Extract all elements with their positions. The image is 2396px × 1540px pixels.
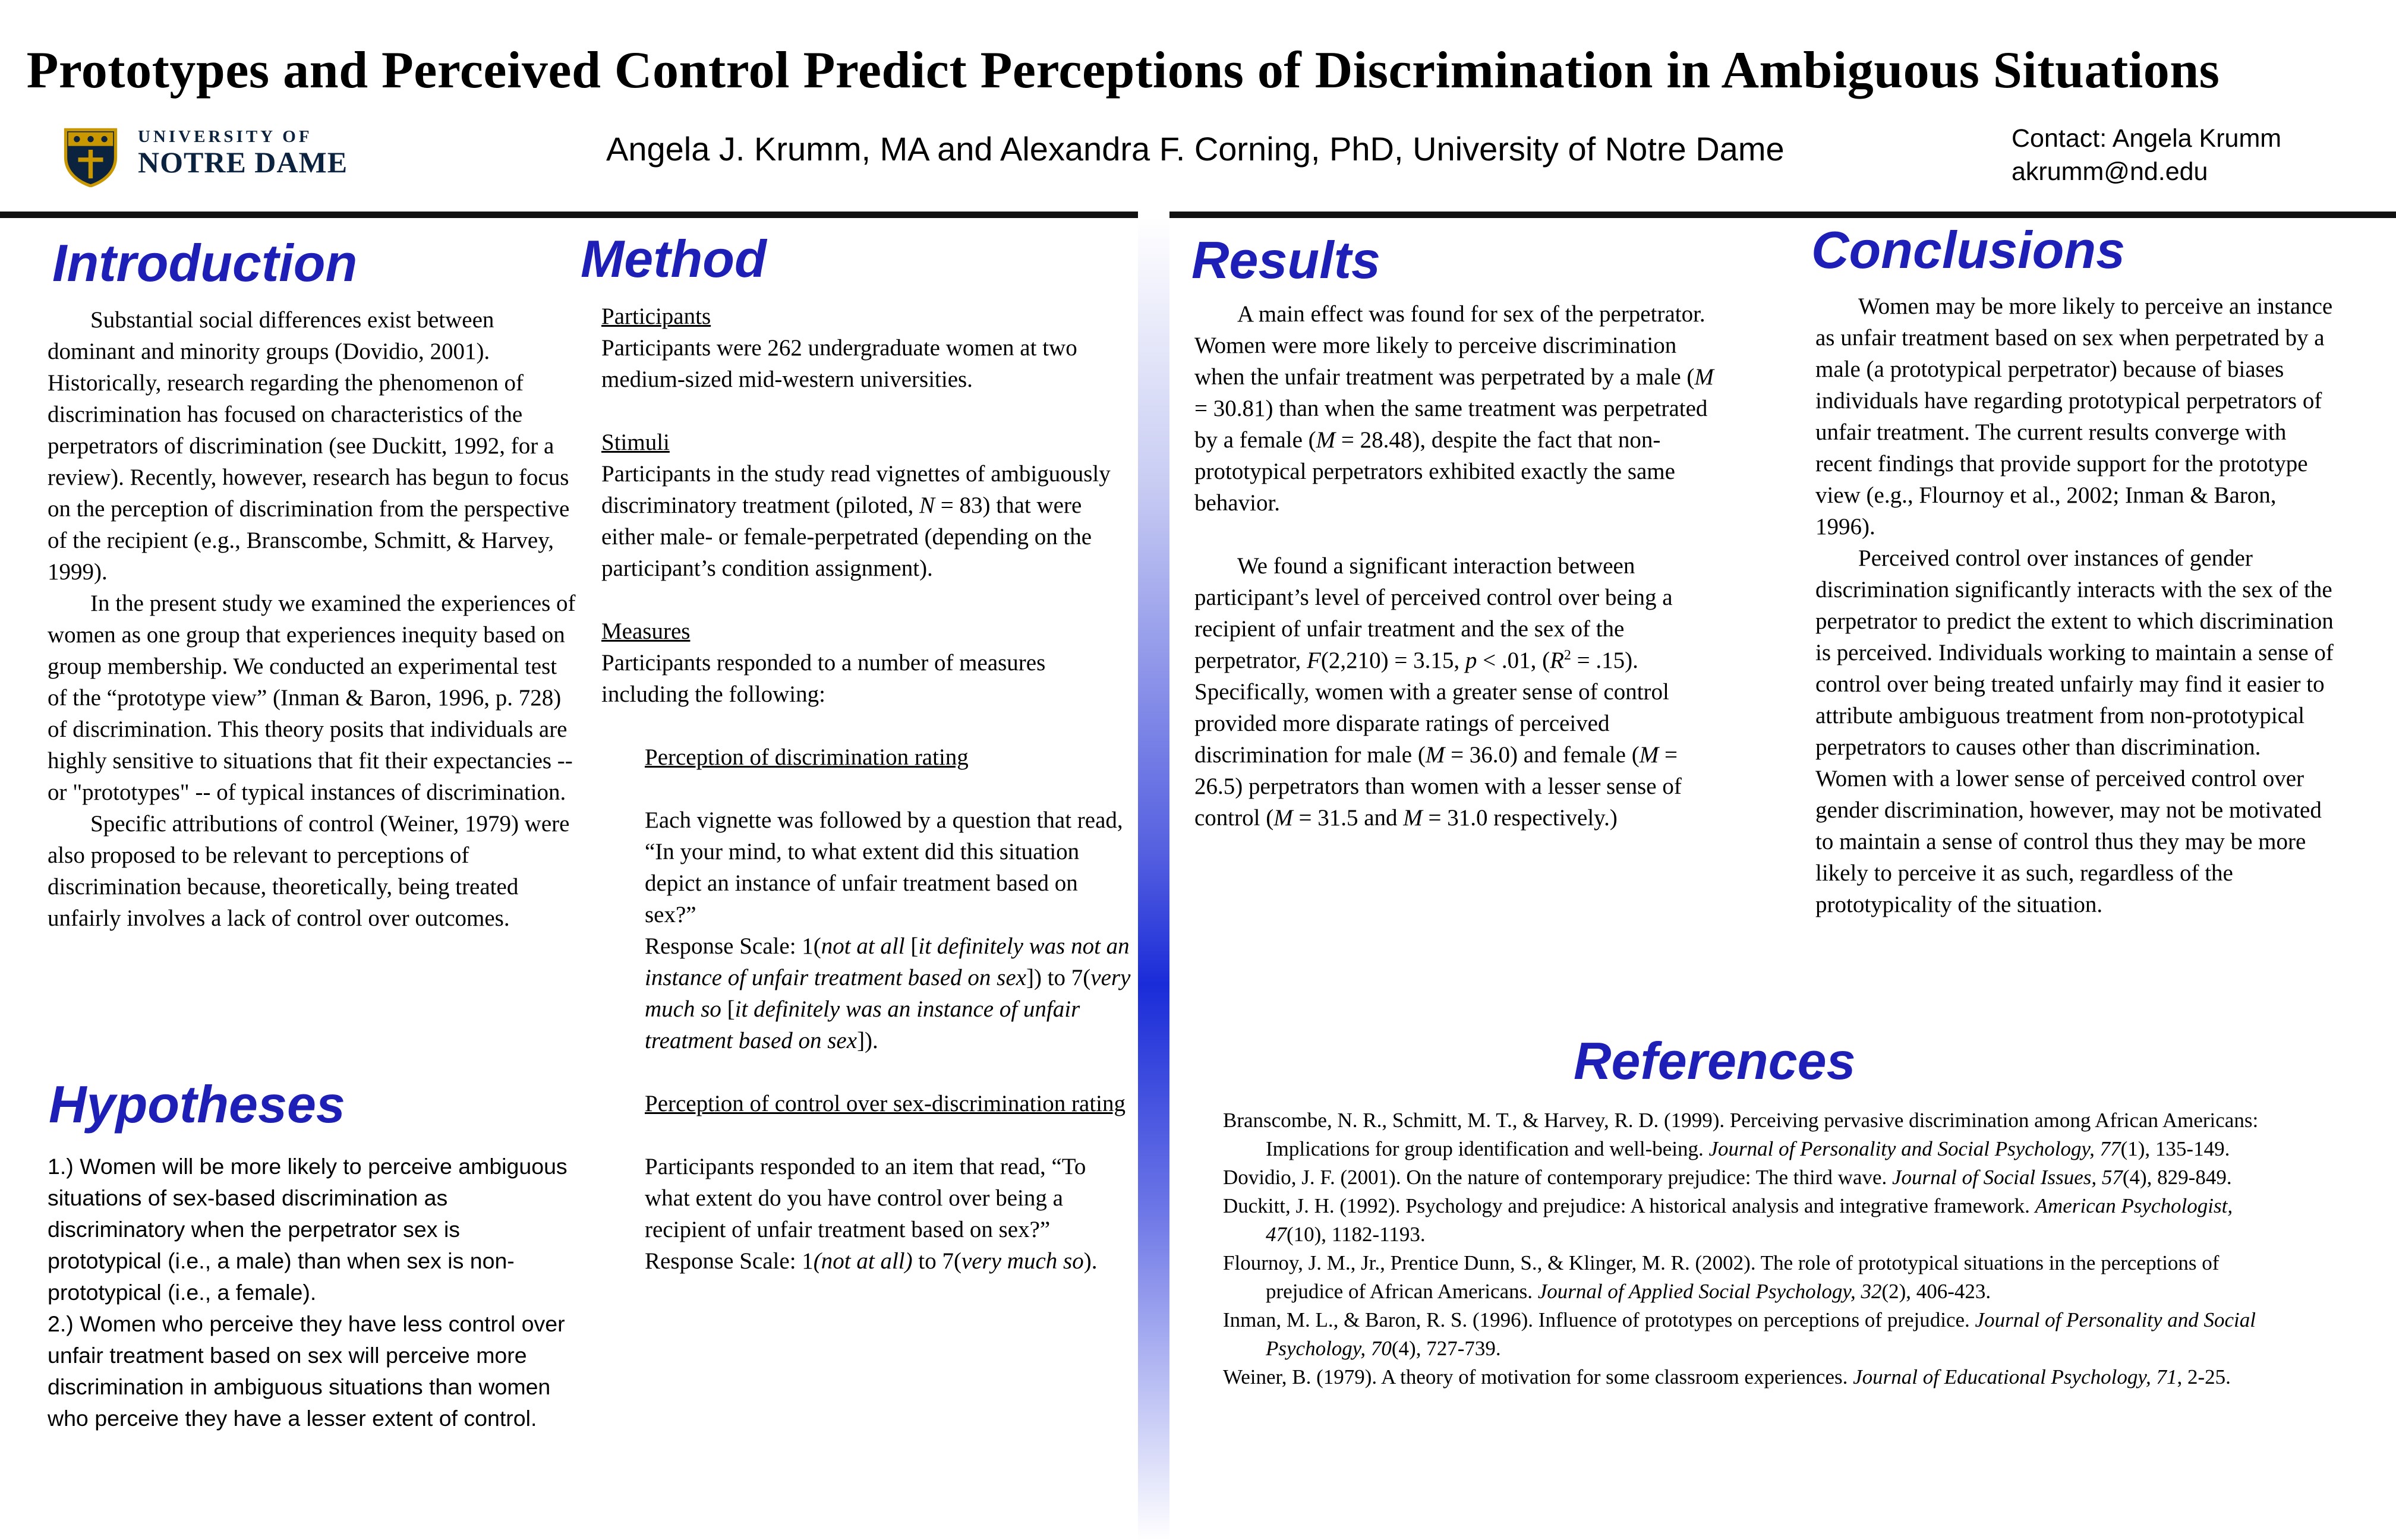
- results-heading: Results: [1191, 231, 1380, 289]
- measures-text: Participants responded to a number of measures including the following:: [601, 650, 1046, 707]
- rating1-scale: Response Scale: 1(not at all [it definitely was not an instance of unfair treatment based on sex]) to 7(very much so [it definitely was an instance of unfair treatment based on sex]).: [645, 933, 1131, 1053]
- conclusions-heading: Conclusions: [1811, 220, 2126, 279]
- contact-label: Contact: Angela Krumm: [2012, 124, 2282, 153]
- introduction-body: [48, 304, 578, 934]
- header-rule-right: [1169, 212, 2396, 218]
- introduction-heading: Introduction: [52, 233, 358, 292]
- references-heading: References: [1574, 1031, 1856, 1090]
- hypothesis-item: 1.) Women will be more likely to perceive ambiguous situations of sex-based discrimination as discriminatory when the perpetrator sex is prototypical (i.e., a male) than when sex is non-prototypical (i.e., a female).: [48, 1154, 568, 1305]
- logo-text-bottom: NOTRE DAME: [138, 146, 348, 179]
- introduction-paragraph: Specific attributions of control (Weiner, 1979) were also proposed to be relevant to perceptions of discrimination because, theoretically, being treated unfairly involves a lack of control over outcomes.: [48, 811, 570, 931]
- author-line: Angela J. Krumm, MA and Alexandra F. Corning, PhD, University of Notre Dame: [606, 130, 1785, 168]
- conclusions-paragraph: Women may be more likely to perceive an instance as unfair treatment based on sex when perpetrated by a male (a prototypical perpetrator) because of biases individuals have regarding prototypical perpetrators of unfair treatment. The current results converge with recent findings that provide support for the prototype view (e.g., Flournoy et al., 2002; Inman & Baron, 1996).: [1815, 294, 2333, 539]
- reference-item: Inman, M. L., & Baron, R. S. (1996). Influence of prototypes on perceptions of prejudice. Journal of Personality and Social Psychology, 70(4), 727-739.: [1223, 1308, 2256, 1360]
- hypotheses-heading: Hypotheses: [49, 1075, 345, 1134]
- hypothesis-item: 2.) Women who perceive they have less control over unfair treatment based on sex will perceive more discrimination in ambiguous situations than women who perceive they have a lesser extent of control.: [48, 1311, 565, 1431]
- logo-text-top: UNIVERSITY OF: [138, 127, 313, 146]
- rating1-label: Perception of discrimination rating: [645, 744, 969, 770]
- reference-item: Duckitt, J. H. (1992). Psychology and prejudice: A historical analysis and integrative framework. American Psychologist, 47(10), 1182-1193.: [1223, 1194, 2233, 1246]
- results-body: [1194, 298, 1722, 834]
- reference-item: Flournoy, J. M., Jr., Prentice Dunn, S., & Klinger, M. R. (2002). The role of prototypical situations in the perceptions of prejudice of African Americans. Journal of Applied Social Psychology, 32(2), 406-423.: [1223, 1251, 2220, 1303]
- conclusions-body: [1815, 291, 2337, 920]
- column-divider: [1138, 217, 1169, 1540]
- references-list: [1223, 1106, 2269, 1391]
- results-paragraph: We found a significant interaction between participant’s level of perceived control over being a recipient of unfair treatment and the sex of the perpetrator, F(2,210) = 3.15, p < .01, $(R^2 = .15)$. Specifically, women with a greater sense of control provided more disparate ratings of perceived discrimination for male (M = 36.0) and female (M = 26.5) perpetrators than women with a lesser sense of control (M = 31.5 and M = 31.0 respectively.): [1194, 553, 1682, 831]
- method-body: [601, 301, 1132, 1277]
- rating2-label: Perception of control over sex-discrimination rating: [645, 1091, 1126, 1116]
- rating1-text: Each vignette was followed by a question that read, “In your mind, to what extent did this situation depict an instance of unfair treatment based on sex?”: [645, 807, 1123, 927]
- results-paragraph: A main effect was found for sex of the perpetrator. Women were more likely to perceive discrimination when the unfair treatment was perpetrated by a male (M = 30.81) than when the same treatment was perpetrated by a female (M = 28.48), despite the fact that non-prototypical perpetrators exhibited exactly the same behavior.: [1194, 301, 1714, 516]
- rating2-scale: Response Scale: 1(not at all) to 7(very much so).: [645, 1248, 1098, 1274]
- conclusions-paragraph: Perceived control over instances of gender discrimination significantly interacts with the sex of the perpetrator to predict the extent to which discrimination is perceived. Individuals working to maintain a sense of control over being treated unfairly may find it easier to attribute ambiguous treatment from non-prototypical perpetrators to causes other than discrimination. Women with a lower sense of perceived control over gender discrimination, however, may not be motivated to maintain a sense of control thus they may be more likely to perceive it as such, regardless of the prototypicality of the situation.: [1815, 545, 2334, 917]
- reference-item: Dovidio, J. F. (2001). On the nature of contemporary prejudice: The third wave. Journal of Social Issues, 57(4), 829-849.: [1223, 1166, 2232, 1189]
- reference-item: Weiner, B. (1979). A theory of motivation for some classroom experiences. Journal of Educational Psychology, 71, 2-25.: [1223, 1365, 2231, 1388]
- measure-discrimination-rating: [601, 741, 1132, 1277]
- header-rule-left: [0, 212, 1138, 218]
- measures-label: Measures: [601, 618, 691, 644]
- introduction-paragraph: In the present study we examined the experiences of women as one group that experiences inequity based on group membership. We conducted an experimental test of the “prototype view” (Inman & Baron, 1996, p. 728) of discrimination. This theory posits that individuals are highly sensitive to situations that fit their expectancies -- or "prototypes" -- of typical instances of discrimination.: [48, 591, 576, 805]
- reference-item: Branscombe, N. R., Schmitt, M. T., & Harvey, R. D. (1999). Perceiving pervasive discrimination among African Americans: Implications for group identification and well-being. Journal of Personality and Social Psychology, 77(1), 135-149.: [1223, 1109, 2259, 1160]
- shield-icon: [59, 125, 122, 187]
- rating2-text: Participants responded to an item that read, “To what extent do you have control over being a recipient of unfair treatment based on sex?”: [645, 1154, 1086, 1242]
- stimuli-label: Stimuli: [601, 430, 670, 455]
- contact-email: akrumm@nd.edu: [2012, 157, 2208, 186]
- notre-dame-logo: [59, 125, 348, 187]
- contact-block: [2012, 122, 2281, 188]
- poster-title: Prototypes and Perceived Control Predict Perceptions of Discrimination in Ambiguous Situations: [26, 42, 2220, 99]
- hypotheses-body: [48, 1151, 579, 1434]
- stimuli-text: Participants in the study read vignettes of ambiguously discriminatory treatment (piloted, N = 83) that were either male- or female-perpetrated (depending on the participant’s condition assignment).: [601, 461, 1111, 581]
- method-heading: Method: [581, 229, 767, 288]
- participants-text: Participants were 262 undergraduate women at two medium-sized mid-western universities.: [601, 335, 1077, 392]
- introduction-paragraph: Substantial social differences exist between dominant and minority groups (Dovidio, 2001). Historically, research regarding the phenomenon of discrimination has focused on characteristics of the perpetrators of discrimination (see Duckitt, 1992, for a review). Recently, however, research has begun to focus on the perception of discrimination from the perspective of the recipient (e.g., Branscombe, Schmitt, & Harvey, 1999).: [48, 307, 570, 585]
- participants-label: Participants: [601, 304, 711, 329]
